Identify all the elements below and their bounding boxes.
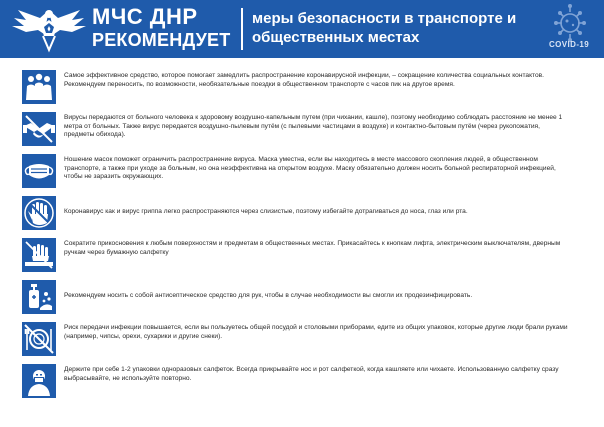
- sneeze-tissue-icon: [22, 364, 56, 398]
- crowd-icon: [22, 70, 56, 104]
- brand-name: МЧС ДНР: [92, 4, 198, 29]
- item-text: Сократите прикосновения к любым поверхностям и предметам в общественных местах. Прикасайтесь к кнопкам лифта, электрическим выключателям, дверным ручкам через бумажную салфетку: [64, 240, 561, 256]
- coronavirus-icon: [547, 3, 593, 43]
- list-item: [0, 154, 604, 194]
- item-text: Держите при себе 1-2 упаковки одноразовых салфеток. Всегда прикрывайте нос и рот салфеткой, когда кашляете или чихаете. Использованную салфетку сразу выбрасывайте, не используйте повторно.: [64, 366, 559, 382]
- list-item: [0, 364, 604, 404]
- item-text: Самое эффективное средство, которое помогает замедлить распространение коронавирусной инфекции, – сокращение количества социальных контактов. Рекомендуем переносить, по возможности, необязательные поездки в общественном транспорте с часов пик на другое время.: [64, 72, 544, 88]
- mask-icon: [22, 154, 56, 188]
- header-divider: [241, 8, 243, 50]
- handshake-icon: [22, 112, 56, 146]
- list-item: [0, 238, 604, 278]
- list-item: [0, 112, 604, 152]
- sanitizer-icon: [22, 280, 56, 314]
- item-text: Вирусы передаются от больного человека к здоровому воздушно-капельным путем (при чихании, кашле), поэтому необходимо соблюдать расстояние не менее 1 метра от больных. Также вирус передается воздушно-пылевым путём (с пылевыми частицами в воздухе) и контактно-бытовым путём (через рукопожатия, предметы обихода).: [64, 114, 563, 139]
- recommendations-list: [0, 58, 604, 427]
- header-banner: [0, 0, 604, 58]
- item-text: Ношение масок поможет ограничить распространение вируса. Маска уместна, если вы находитесь в месте массового скопления людей, в общественном транспорте, а также при уходе за больным, но она неэффективна на открытом воздухе. Маску обязательно должен носить больной респираторной инфекцией, чтобы не заразить окружающих.: [64, 156, 556, 181]
- item-text: Рекомендуем носить с собой антисептическое средство для рук, чтобы в случае необходимости вы смогли их продезинфицировать.: [64, 292, 473, 299]
- list-item: [0, 322, 604, 362]
- page-title: меры безопасности в транспорте и общественных местах: [252, 10, 517, 46]
- brand-recommends: РЕКОМЕНДУЕТ: [92, 30, 231, 50]
- no-shared-dishes-icon: [22, 322, 56, 356]
- item-text: Риск передачи инфекции повышается, если вы пользуетесь общей посудой и столовыми приборами, едите из общих упаковок, которые другие люди брали руками (например, чипсы, орехи, сухарики и другие снеки).: [64, 324, 568, 340]
- covid-tag: COVID-19: [549, 40, 590, 49]
- list-item: [0, 280, 604, 320]
- no-touch-face-icon: [22, 196, 56, 230]
- item-text: Коронавирус как и вирус гриппа легко распространяются через слизистые, поэтому избегайте дотрагиваться до носа, глаз или рта.: [64, 208, 468, 215]
- brand-logo-text: [92, 6, 235, 52]
- eagle-emblem-icon: [10, 4, 88, 54]
- list-item: [0, 70, 604, 110]
- hand-surface-icon: [22, 238, 56, 272]
- list-item: [0, 196, 604, 236]
